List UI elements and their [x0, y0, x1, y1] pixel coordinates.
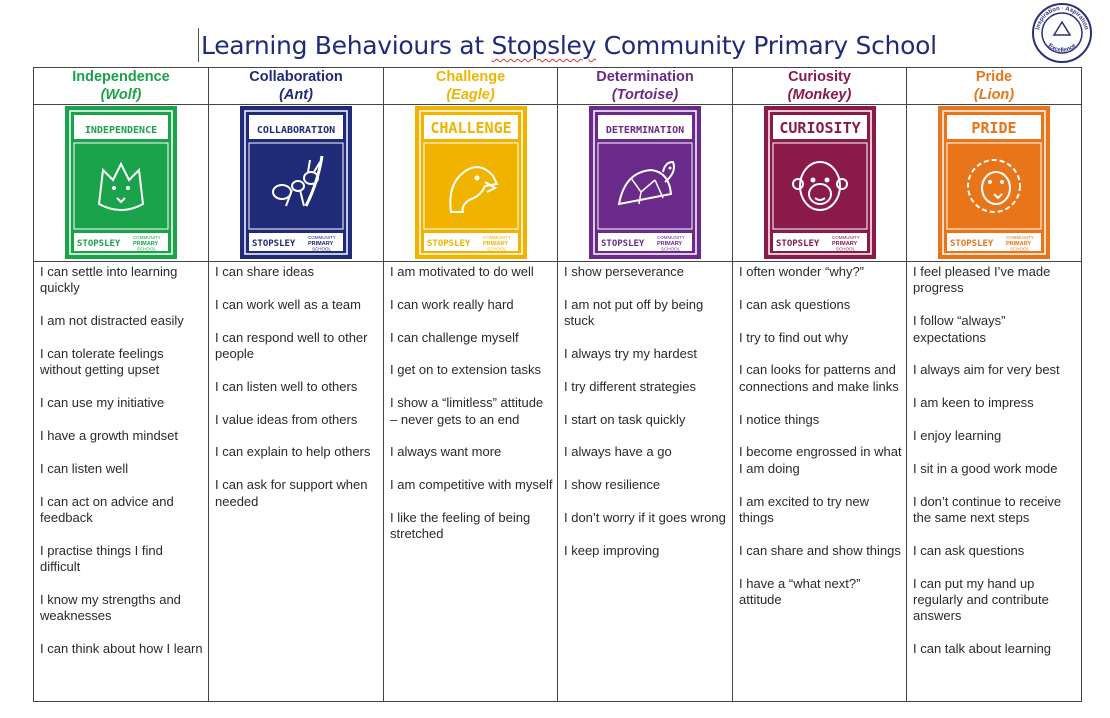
- statement-item: I am not put off by being stuck: [564, 296, 704, 329]
- poster-footer-primary: PRIMARY: [831, 241, 857, 247]
- statement-item: I try to find out why: [739, 329, 849, 345]
- statement-item: I often wonder “why?”: [739, 264, 865, 279]
- statement-item: I can ask for support when needed: [215, 477, 368, 509]
- poster-footer-community: COMMUNITY: [831, 235, 860, 240]
- behaviour-animal: (Tortoise): [611, 87, 679, 103]
- statements-independence: [34, 262, 209, 702]
- header-challenge: [384, 68, 558, 105]
- poster-footer-school: STOPSLEY: [775, 239, 819, 249]
- statement-item: I enjoy learning: [913, 428, 1002, 443]
- statement-item: I follow “always” expectations: [913, 313, 1006, 345]
- statement-item: I can settle into learning quickly: [40, 264, 178, 296]
- poster-footer-community: COMMUNITY: [482, 235, 511, 240]
- statement-item: I am excited to try new things: [739, 493, 870, 525]
- statement-item: I am competitive with myself: [390, 477, 553, 493]
- poster-footer-school-word: SCHOOL: [835, 246, 855, 252]
- statement-item: I like the feeling of being stretched: [390, 509, 531, 542]
- learning-behaviours-table: [33, 67, 1082, 702]
- statement-item: I know my strengths and weaknesses: [40, 592, 181, 624]
- poster-footer-primary: PRIMARY: [657, 241, 683, 247]
- statement-item: I can respond well to other people: [215, 329, 368, 361]
- tortoise-poster: [589, 106, 701, 259]
- statements-challenge: [384, 262, 558, 702]
- poster-footer-school: STOPSLEY: [950, 239, 994, 249]
- behaviour-animal: (Wolf): [100, 87, 142, 103]
- statement-item: I can share ideas: [215, 264, 315, 279]
- statement-item: I feel pleased I’ve made progress: [913, 264, 1051, 296]
- poster-cell-determination: [558, 105, 733, 262]
- poster-heading: DETERMINATION: [605, 125, 685, 136]
- statement-item: I show resilience: [564, 477, 661, 493]
- statement-item: I can use my initiative: [40, 395, 165, 411]
- poster-row: [34, 105, 1082, 262]
- statement-item: I am motivated to do well: [390, 264, 534, 279]
- statements-collaboration: [209, 262, 384, 702]
- statement-item: I sit in a good work mode: [913, 460, 1058, 476]
- behaviour-name: Challenge: [435, 69, 506, 85]
- poster-heading: PRIDE: [971, 119, 1017, 137]
- eagle-poster: [415, 106, 527, 259]
- statement-item: I show perseverance: [564, 264, 684, 279]
- svg-text:Excellence: Excellence: [1046, 42, 1078, 54]
- statement-item: I can listen well: [40, 460, 129, 476]
- statement-item: I always aim for very best: [913, 362, 1060, 378]
- statement-item: I try different strategies: [564, 378, 696, 394]
- header-pride: [907, 68, 1082, 105]
- poster-footer-school: STOPSLEY: [252, 239, 296, 249]
- page-title: [201, 31, 937, 60]
- statement-item: I always try my hardest: [564, 346, 697, 361]
- ant-poster: [240, 106, 352, 259]
- poster-footer-school: STOPSLEY: [426, 239, 470, 249]
- poster-footer-school: STOPSLEY: [77, 239, 121, 249]
- statement-item: I always want more: [390, 444, 502, 460]
- statement-item: I notice things: [739, 411, 820, 427]
- behaviour-animal: (Eagle): [446, 87, 495, 103]
- header-independence: [34, 68, 209, 105]
- lion-poster: [938, 106, 1050, 259]
- poster-heading: CURIOSITY: [778, 119, 861, 137]
- statement-item: I become engrossed in what I am doing: [739, 444, 902, 476]
- poster-footer-school-word: SCHOOL: [486, 246, 506, 252]
- statement-item: I am not distracted easily: [40, 313, 184, 329]
- poster-footer-school-word: SCHOOL: [661, 246, 681, 252]
- poster-heading: CHALLENGE: [429, 119, 512, 137]
- svg-text:Inspiration · Aspiration: Inspiration · Aspiration: [1035, 5, 1089, 31]
- statement-item: I don’t continue to receive the same next steps: [913, 493, 1062, 525]
- statement-item: I can challenge myself: [390, 329, 519, 345]
- statement-item: I can talk about learning: [913, 641, 1052, 657]
- poster-heading: INDEPENDENCE: [84, 125, 158, 136]
- poster-footer-school: STOPSLEY: [601, 239, 645, 249]
- behaviour-animal: (Ant): [279, 87, 313, 103]
- statement-item: I always have a go: [564, 444, 672, 460]
- title-spellcheck-word: Stopsley: [491, 31, 597, 60]
- statement-item: I can looks for patterns and connections and make links: [739, 362, 899, 394]
- poster-cell-independence: [34, 105, 209, 262]
- statement-item: I can tolerate feelings without getting upset: [40, 346, 164, 378]
- statement-item: I can work really hard: [390, 296, 514, 312]
- poster-footer-primary: PRIMARY: [482, 241, 508, 247]
- statements-determination: [558, 262, 733, 702]
- statement-item: I can explain to help others: [215, 444, 371, 460]
- poster-cell-pride: [907, 105, 1082, 262]
- statement-item: I can listen well to others: [215, 378, 358, 394]
- statement-item: I can ask questions: [913, 542, 1025, 558]
- school-seal-logo: [1031, 2, 1093, 64]
- statement-item: I can ask questions: [739, 296, 851, 312]
- title-prefix: Learning Behaviours at: [201, 31, 492, 60]
- statement-item: I practise things I find difficult: [40, 542, 163, 575]
- statements-pride: [907, 262, 1082, 702]
- statement-item: I don’t worry if it goes wrong: [564, 509, 726, 525]
- header-curiosity: [733, 68, 907, 105]
- statement-item: I value ideas from others: [215, 411, 358, 427]
- behaviour-name: Independence: [72, 69, 170, 85]
- statement-item: I can work well as a team: [215, 296, 361, 312]
- behaviour-name: Pride: [975, 69, 1013, 85]
- behaviour-animal: (Lion): [973, 87, 1015, 103]
- statement-item: I start on task quickly: [564, 411, 686, 427]
- poster-footer-school-word: SCHOOL: [312, 246, 332, 252]
- wolf-poster: [65, 106, 177, 259]
- poster-cell-curiosity: [733, 105, 907, 262]
- behaviour-name: Curiosity: [788, 69, 851, 85]
- header-determination: [558, 68, 733, 105]
- poster-footer-community: COMMUNITY: [1006, 235, 1034, 240]
- poster-footer-school-word: SCHOOL: [1010, 246, 1030, 252]
- poster-footer-community: COMMUNITY: [657, 235, 685, 240]
- statement-item: I get on to extension tasks: [390, 362, 542, 378]
- behaviour-name: Determination: [596, 69, 694, 85]
- statement-item: I can act on advice and feedback: [40, 493, 174, 525]
- statement-item: I am keen to impress: [913, 395, 1034, 411]
- statement-item: I have a “what next?” attitude: [739, 575, 861, 607]
- poster-cell-challenge: [384, 105, 558, 262]
- statement-item: I have a growth mindset: [40, 428, 179, 443]
- statement-item: I can share and show things: [739, 542, 901, 558]
- poster-footer-community: COMMUNITY: [308, 235, 336, 240]
- monkey-poster: [764, 106, 876, 259]
- statement-item: I keep improving: [564, 542, 660, 558]
- behaviour-name: Collaboration: [249, 69, 343, 85]
- header-collaboration: [209, 68, 384, 105]
- statements-curiosity: [733, 262, 907, 702]
- behaviour-animal: (Monkey): [787, 87, 852, 103]
- poster-footer-primary: PRIMARY: [133, 241, 159, 247]
- poster-footer-school-word: SCHOOL: [137, 246, 157, 252]
- statement-item: I show a “limitless” attitude – never gets to an end: [390, 395, 544, 427]
- statement-item: I can put my hand up regularly and contribute answers: [913, 575, 1049, 624]
- poster-footer-primary: PRIMARY: [308, 241, 334, 247]
- title-suffix: Community Primary School: [596, 31, 937, 60]
- header-row: [34, 68, 1082, 105]
- statements-row: [34, 262, 1082, 702]
- statement-item: I can think about how I learn: [40, 641, 203, 657]
- poster-heading: COLLABORATION: [256, 125, 336, 136]
- poster-footer-primary: PRIMARY: [1006, 241, 1032, 247]
- text-cursor-bar: [198, 28, 199, 62]
- poster-cell-collaboration: [209, 105, 384, 262]
- poster-footer-community: COMMUNITY: [133, 235, 161, 240]
